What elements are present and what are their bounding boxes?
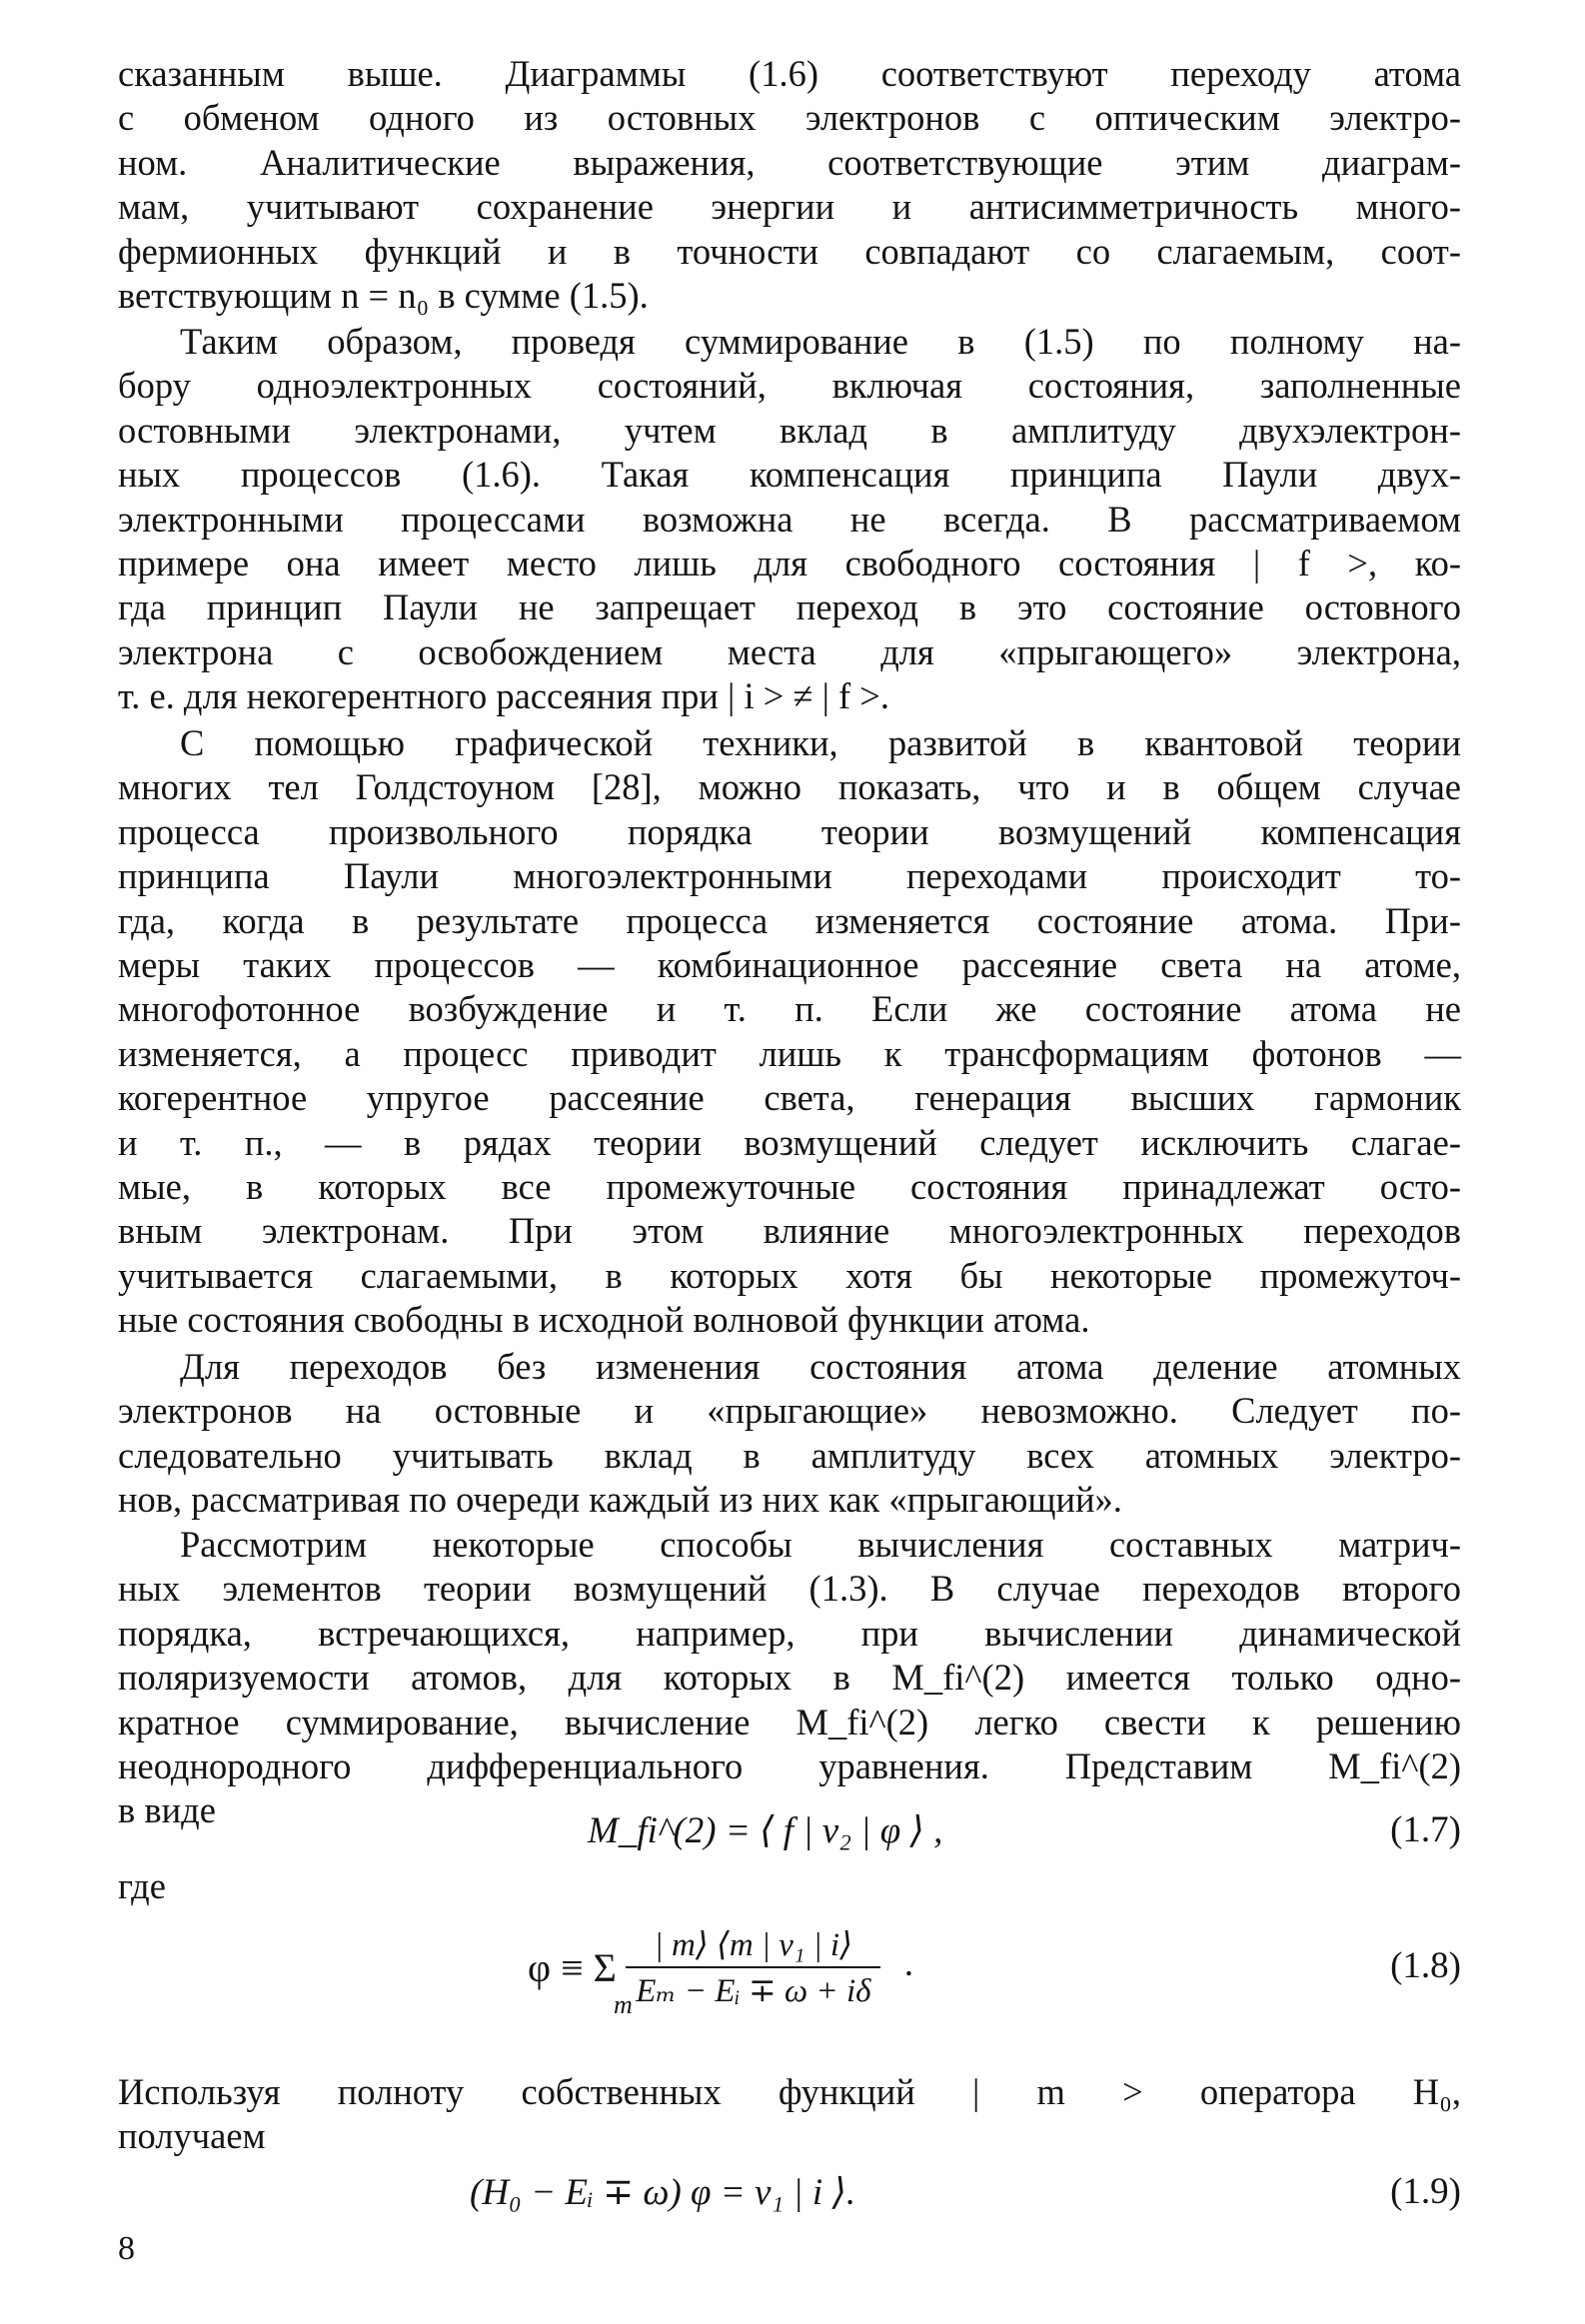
equation-1-8: φ ≡ Σ m $\frac{\text{| m⟩ ⟨m | v₁ | i⟩}}{\text{Eₘ − Eᵢ ∓ ω + iδ}}$ . — [528, 1924, 913, 2010]
text-line: процесса произвольного порядка теории возмущений компенсация — [118, 810, 1461, 852]
text-line: ном. Аналитические выражения, соответствующие этим диаграм- — [118, 141, 1461, 183]
text-line: ных процессов (1.6). Такая компенсация принципа Паули двух- — [118, 454, 1461, 496]
page-number: 8 — [118, 2230, 135, 2267]
text-line: остовными электронами, учтем вклад в амплитуду двухэлектрон- — [118, 409, 1461, 451]
equation-number-1-8: (1.8) — [1390, 1945, 1461, 1986]
text-line: гда, когда в результате процесса изменяется состояние атома. При- — [118, 899, 1461, 941]
text-line: гда принцип Паули не запрещает переход в это состояние остовного — [118, 586, 1461, 628]
equation-number-1-9: (1.9) — [1390, 2171, 1461, 2212]
text-line: изменяется, а процесс приводит лишь к трансформациям фотонов — — [118, 1032, 1461, 1074]
text-line: учитывается слагаемыми, в которых хотя бы некоторые промежуточ- — [118, 1254, 1461, 1296]
text-line: вным электронам. При этом влияние многоэлектронных переходов — [118, 1210, 1461, 1252]
text-line: порядка, встречающихся, например, при вычислении динамической — [118, 1612, 1461, 1654]
text-line: и т. п., — в рядах теории возмущений следует исключить слагае- — [118, 1121, 1461, 1163]
paragraph-6 — [118, 2070, 1461, 2159]
equation-1-7: M_fi^(2) = ⟨ f | v₂ | φ ⟩ , — [588, 1810, 943, 1851]
text-line: получаем — [118, 2115, 266, 2157]
text-line: электрона с освобождением места для «прыгающего» электрона, — [118, 630, 1461, 672]
text-line: многих тел Голдстоуном [28], можно показать, что и в общем случае — [118, 766, 1461, 808]
text-line: электронными процессами возможна не всегда. В рассматриваемом — [118, 498, 1461, 540]
text-line: Рассмотрим некоторые способы вычисления составных матрич- — [180, 1524, 1461, 1565]
text-line: сказанным выше. Диаграммы (1.6) соответствуют переходу атома — [118, 53, 1461, 94]
text-line: электронов на остовные и «прыгающие» невозможно. Следует по- — [118, 1390, 1461, 1432]
text-line: многофотонное возбуждение и т. п. Если же состояние атома не — [118, 988, 1461, 1030]
text-line: с обменом одного из остовных электронов с оптическим электро- — [118, 97, 1461, 139]
text-line: мам, учитывают сохранение энергии и антисимметричность много- — [118, 186, 1461, 228]
text-line: примере она имеет место лишь для свободного состояния | f >, ко- — [118, 543, 1461, 584]
text-line: бору одноэлектронных состояний, включая состояния, заполненные — [118, 365, 1461, 407]
where-label: где — [118, 1865, 166, 1906]
equation-number-1-7: (1.7) — [1390, 1809, 1461, 1850]
text-line: поляризуемости атомов, для которых в M_fi^(2) имеется только одно- — [118, 1657, 1461, 1699]
text-line: ветствующим n = n₀ в сумме (1.5). — [118, 275, 649, 317]
equation-1-8-fraction: $\frac{\text{| m⟩ ⟨m | v₁ | i⟩}}{\text{Eₘ − Eᵢ ∓ ω + iδ}}$ — [626, 1924, 880, 2010]
text-line: ных элементов теории возмущений (1.3). В случае переходов второго — [118, 1568, 1461, 1610]
text-line: принципа Паули многоэлектронными переходами происходит то- — [118, 855, 1461, 897]
paragraph-4 — [118, 1345, 1461, 1523]
text-line: когерентное упругое рассеяние света, генерация высших гармоник — [118, 1077, 1461, 1119]
text-line: С помощью графической техники, развитой в квантовой теории — [180, 722, 1461, 763]
paragraph-2 — [118, 320, 1461, 719]
text-line: Таким образом, проведя суммирование в (1.5) по полному на- — [180, 321, 1461, 362]
text-line: следовательно учитывать вклад в амплитуду всех атомных электро- — [118, 1434, 1461, 1476]
paragraph-5 — [118, 1523, 1461, 1833]
text-line: неоднородного дифференциального уравнения. Представим M_fi^(2) — [118, 1745, 1461, 1787]
equation-1-9: (H₀ − Eᵢ ∓ ω) φ = v₁ | i ⟩. — [470, 2172, 856, 2213]
text-line: нов, рассматривая по очереди каждый из них как «прыгающий». — [118, 1479, 1122, 1521]
text-line: кратное суммирование, вычисление M_fi^(2) легко свести к решению — [118, 1701, 1461, 1743]
text-line: Для переходов без изменения состояния атома деление атомных — [180, 1346, 1461, 1387]
paragraph-3 — [118, 721, 1461, 1343]
text-line: в виде — [118, 1789, 216, 1831]
text-line: т. е. для некогерентного рассеяния при | i > ≠ | f >. — [118, 675, 890, 717]
text-line: ные состояния свободны в исходной волновой функции атома. — [118, 1299, 1090, 1341]
text-line: меры таких процессов — комбинационное рассеяние света на атоме, — [118, 944, 1461, 986]
text-line: мые, в которых все промежуточные состояния принадлежат осто- — [118, 1166, 1461, 1208]
text-line: Используя полноту собственных функций | m > оператора H₀, — [118, 2071, 1461, 2112]
paragraph-1 — [118, 52, 1461, 318]
text-line: фермионных функций и в точности совпадают со слагаемым, соот- — [118, 230, 1461, 272]
